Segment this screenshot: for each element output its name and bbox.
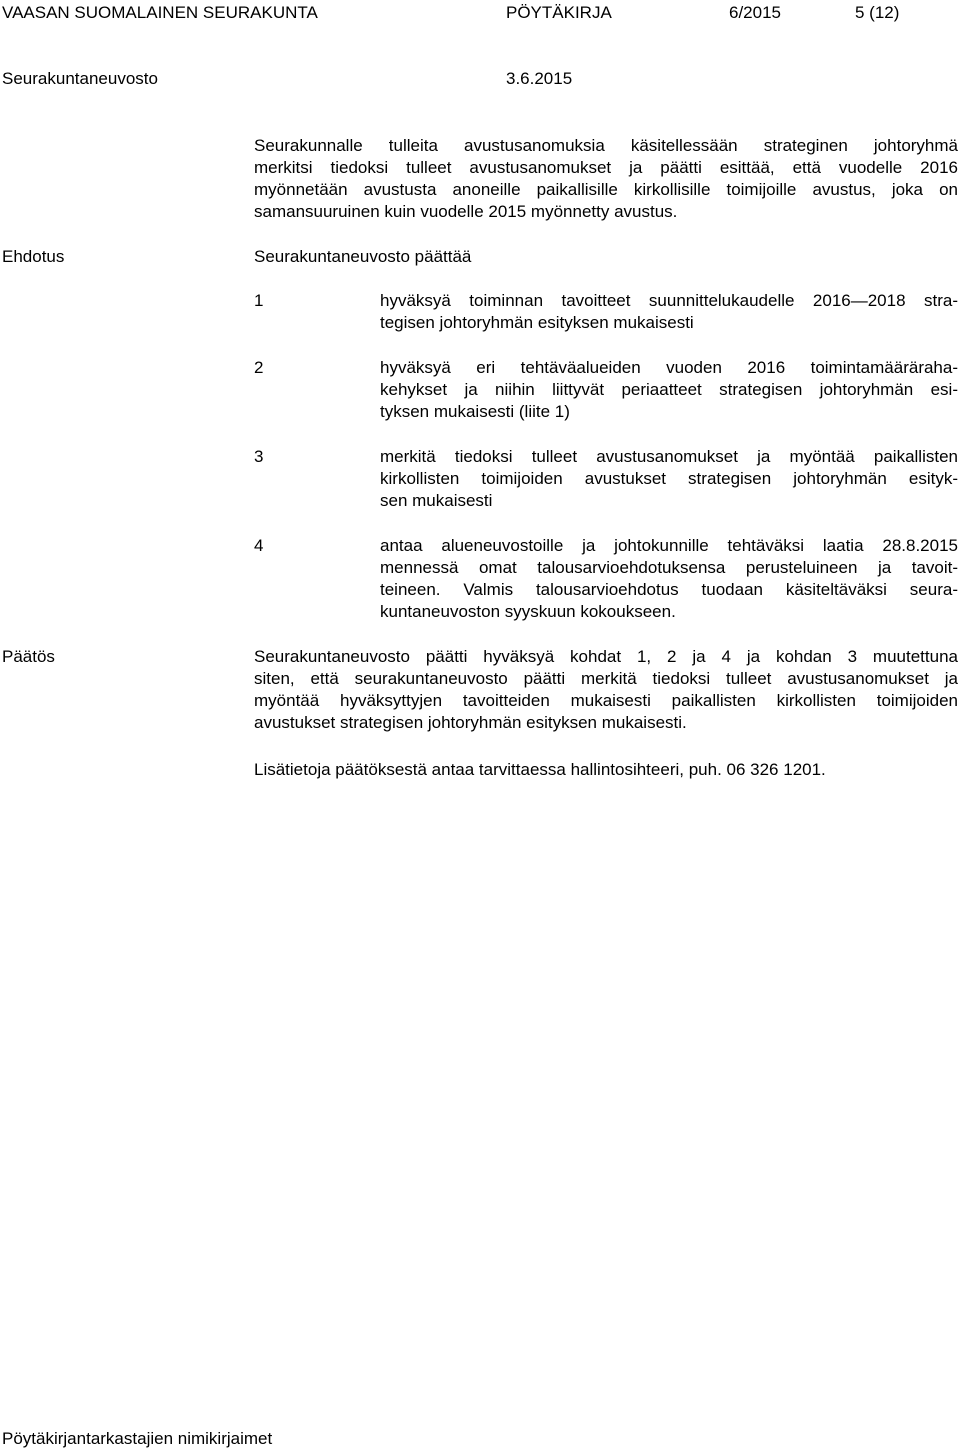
text-line: sen mukaisesti [380, 491, 493, 510]
text-line: merkitsi tiedoksi tulleet avustusanomukset ja päätti esittää, että vuodelle 2016 [254, 158, 958, 177]
text-line: hyväksyä toiminnan tavoitteet suunnittelukaudelle 2016—2018 stra- [380, 291, 958, 310]
text-line: kuntaneuvoston syyskuun kokoukseen. [380, 602, 676, 621]
text-line: Seurakuntaneuvosto päätti hyväksyä kohdat 1, 2 ja 4 ja kohdan 3 muutettuna [254, 647, 958, 666]
intro-paragraph [254, 135, 958, 223]
text-line: myöntää hyväksyttyjen tavoitteiden mukaisesti paikallisten kirkollisten toimijoiden [254, 691, 958, 710]
initials-label: Pöytäkirjantarkastajien nimikirjaimet [2, 1429, 273, 1448]
text-line: kehykset ja niihin liittyvät periaatteet strategisen johtoryhmän esi- [380, 380, 958, 399]
meeting-body: Seurakuntaneuvosto [2, 69, 158, 88]
decision-label: Päätös [2, 647, 55, 666]
text-line: siten, että seurakuntaneuvosto päätti merkitä tiedoksi tulleet avustusanomukset ja [254, 669, 958, 688]
item-number: 3 [254, 447, 264, 466]
document-type: PÖYTÄKIRJA [506, 3, 612, 22]
text-line: merkitä tiedoksi tulleet avustusanomukset ja myöntää paikallisten [380, 447, 958, 466]
text-line: teineen. Valmis talousarvioehdotus tuodaan käsiteltäväksi seura- [380, 580, 958, 599]
organization-name: VAASAN SUOMALAINEN SEURAKUNTA [2, 3, 318, 22]
text-line: avustukset strategisen johtoryhmän esityksen mukaisesti. [254, 713, 687, 732]
meeting-date: 3.6.2015 [506, 69, 573, 88]
decision-info: Lisätietoja päätöksestä antaa tarvittaessa hallintosihteeri, puh. 06 326 1201. [254, 760, 826, 779]
item-text [380, 290, 958, 334]
proposal-lead: Seurakuntaneuvosto päättää [254, 247, 472, 266]
item-number: 1 [254, 291, 264, 310]
item-number: 2 [254, 358, 264, 377]
text-line: mennessä omat talousarvioehdotuksensa perusteluineen ja tavoit- [380, 558, 958, 577]
item-text [380, 357, 958, 423]
text-line: Seurakunnalle tulleita avustusanomuksia käsitellessään strateginen johtoryhmä [254, 136, 958, 155]
text-line: tegisen johtoryhmän esityksen mukaisesti [380, 313, 694, 332]
text-line: myönnetään avustusta anoneille paikallisille kirkollisille toimijoille avustus, joka on [254, 180, 958, 199]
item-number: 4 [254, 536, 264, 555]
text-line: samansuuruinen kuin vuodelle 2015 myönnetty avustus. [254, 202, 678, 221]
text-line: hyväksyä eri tehtäväalueiden vuoden 2016 toimintamäärärahа- [380, 358, 958, 377]
page-number: 5 (12) [855, 3, 900, 22]
proposal-label: Ehdotus [2, 247, 65, 266]
document-number: 6/2015 [729, 3, 781, 22]
item-text [380, 535, 958, 623]
item-text [380, 446, 958, 512]
text-line: tyksen mukaisesti (liite 1) [380, 402, 570, 421]
text-line: kirkollisten toimijoiden avustukset strategisen johtoryhmän esityk- [380, 469, 958, 488]
text-line: antaa alueneuvostoille ja johtokunnille tehtäväksi laatia 28.8.2015 [380, 536, 958, 555]
decision-paragraph [254, 646, 958, 734]
